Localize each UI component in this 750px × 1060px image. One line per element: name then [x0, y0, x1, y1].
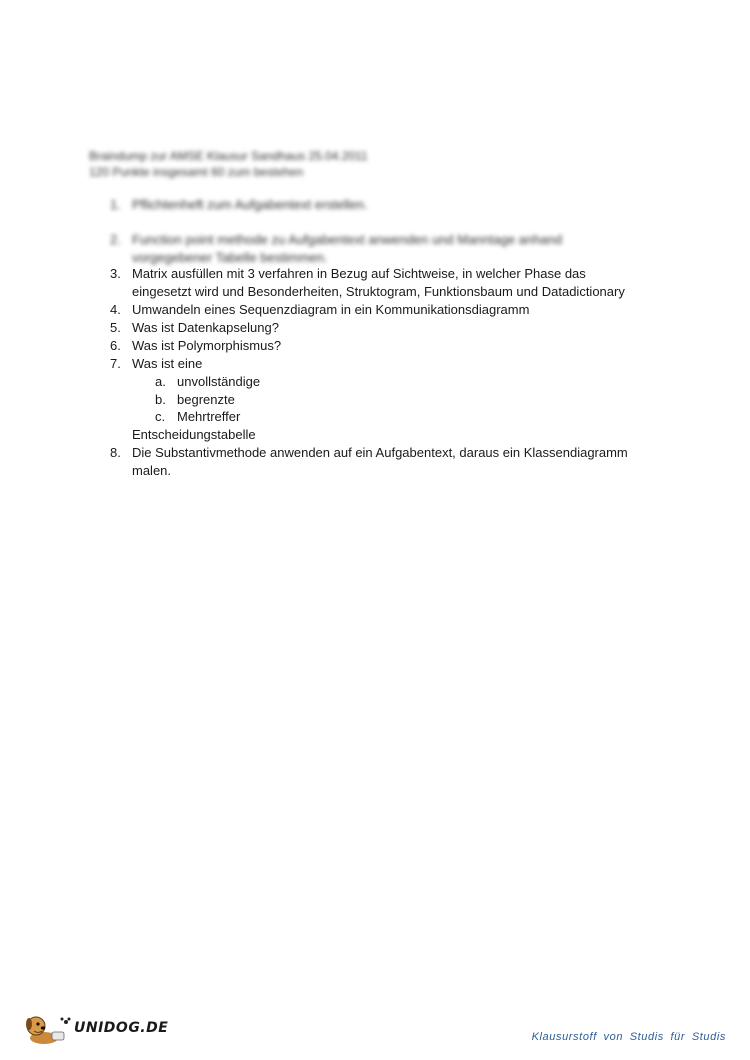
list-item-7 — [110, 355, 202, 373]
list-item-text: Was ist Polymorphismus? — [132, 338, 282, 353]
list-item-5 — [110, 319, 279, 337]
list-item-number: 8. — [110, 445, 121, 460]
sub-item-letter: c. — [155, 409, 166, 424]
header-line-1: Braindump zur AMSE Klausur Sandhaus 25.04.2011 — [89, 149, 368, 163]
sub-item-letter: a. — [155, 374, 166, 389]
sub-item-b — [155, 391, 235, 409]
unidog-logo — [22, 1012, 169, 1046]
sub-item-letter: b. — [155, 392, 166, 407]
sub-item-text: unvollständige — [177, 374, 261, 389]
list-item-number: 7. — [110, 356, 121, 371]
list-item-text: Was ist Datenkapselung? — [132, 320, 279, 335]
list-item-number: 5. — [110, 320, 121, 335]
list-item-text: Umwandeln eines Sequenzdiagram in ein Kommunikationsdiagramm — [132, 302, 530, 317]
sub-item-a — [155, 373, 260, 391]
sub-item-text: Mehrtreffer — [177, 409, 241, 424]
list-item-text-continued: eingesetzt wird und Besonderheiten, Struktogram, Funktionsbaum und Datadictionary — [132, 284, 625, 299]
list-item-number: 6. — [110, 338, 121, 353]
list-item-text: Die Substantivmethode anwenden auf ein Aufgabentext, daraus ein Klassendiagramm — [132, 445, 628, 460]
list-item-text-continued: vorgegebener Tabelle bestimmen. — [132, 250, 328, 265]
dog-mascot-icon — [22, 1012, 72, 1046]
list-item-text: Pflichtenheft zum Aufgabentext erstellen. — [132, 197, 368, 212]
list-item-text: Matrix ausfüllen mit 3 verfahren in Bezug auf Sichtweise, in welcher Phase das — [132, 266, 586, 281]
list-item-number: 4. — [110, 302, 121, 317]
sub-item-c — [155, 408, 240, 426]
sub-item-text: begrenzte — [177, 392, 235, 407]
document-header — [89, 148, 368, 180]
list-item-text: Function point methode zu Aufgabentext anwenden und Manntage anhand — [132, 232, 563, 247]
after-subitems-text: Entscheidungstabelle — [132, 427, 256, 442]
list-item-number: 3. — [110, 266, 121, 281]
list-item-2 — [110, 231, 562, 267]
list-item-4 — [110, 301, 529, 319]
list-item-8 — [110, 444, 628, 480]
list-item-1 — [110, 196, 368, 214]
header-line-2: 120 Punkte insgesamt 60 zum bestehen — [89, 165, 304, 179]
list-item-text-continued: malen. — [132, 463, 172, 478]
list-item-number: 2. — [110, 232, 121, 247]
list-item-number: 1. — [110, 197, 121, 212]
footer-slogan: Klausurstoff von Studis für Studis — [531, 1031, 726, 1043]
list-item-text: Was ist eine — [132, 356, 203, 371]
logo-text: UNIDOG.DE — [74, 1020, 169, 1036]
list-item-6 — [110, 337, 281, 355]
list-item-3 — [110, 265, 625, 301]
